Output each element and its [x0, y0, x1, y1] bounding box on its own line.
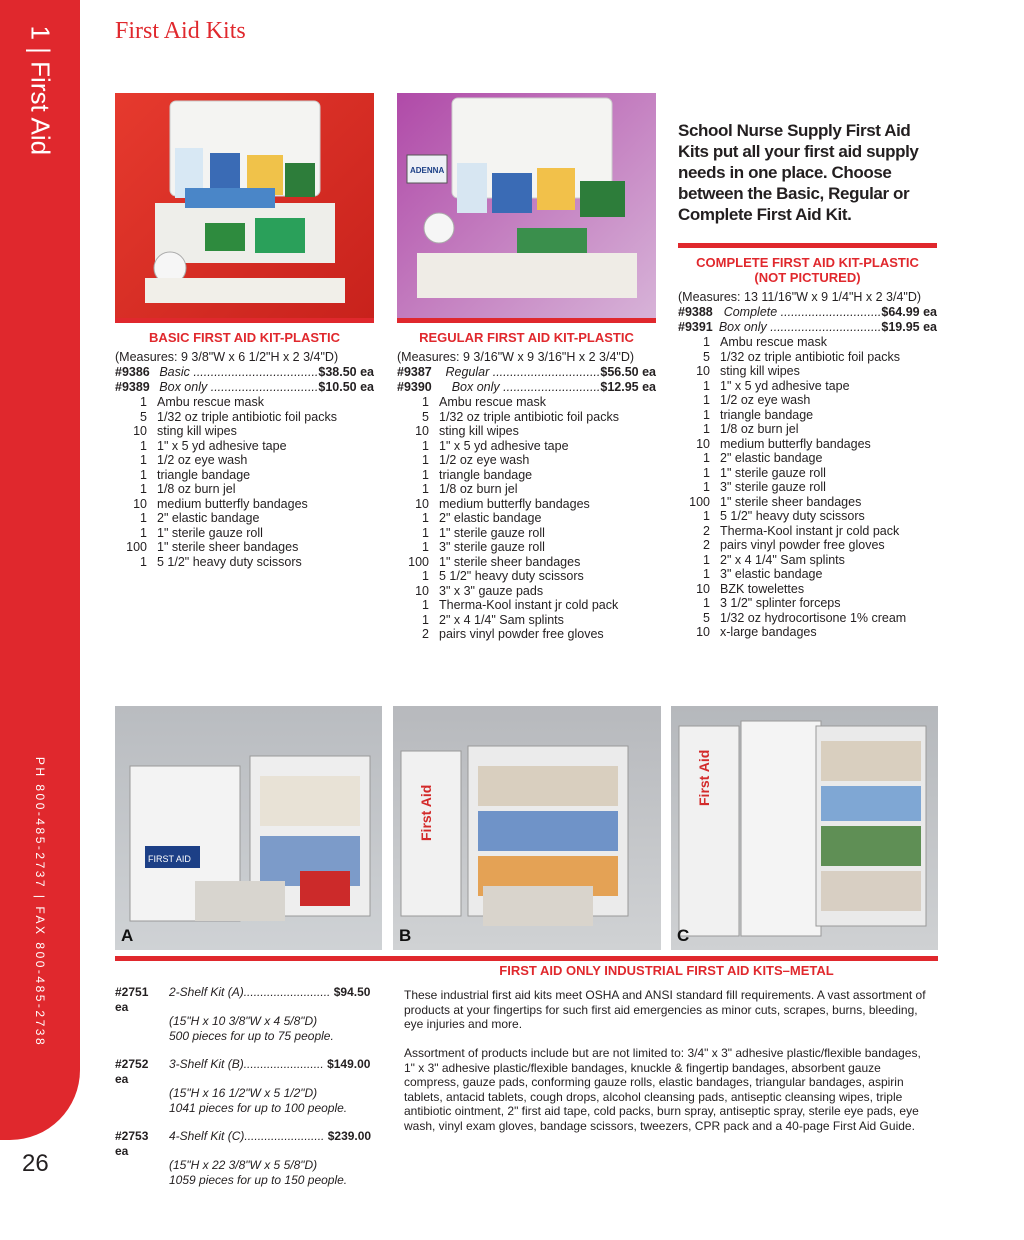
- kit-content-item: [678, 335, 937, 350]
- kit-content-item: [115, 511, 374, 526]
- item-text: Therma-Kool instant jr cold pack: [439, 598, 619, 612]
- item-text: Ambu rescue mask: [720, 335, 827, 349]
- item-text: 3" sterile gauze roll: [439, 540, 545, 554]
- kit-content-item: [397, 424, 656, 439]
- item-text: 2" x 4 1/4" Sam splints: [439, 612, 564, 627]
- sku: #9390: [397, 380, 432, 394]
- item-text: pairs vinyl powder free gloves: [720, 538, 885, 552]
- price: $94.50 ea: [115, 985, 371, 1014]
- section-label: 1 | First Aid: [25, 25, 56, 156]
- quantity: 1: [703, 509, 710, 523]
- quantity: 10: [696, 364, 710, 378]
- price: $10.50 ea: [318, 380, 374, 394]
- basic-kit-section: [115, 330, 374, 569]
- contact-line: PH 800-485-2737 | FAX 800-485-2738: [33, 756, 47, 1048]
- item-text: 2" elastic bandage: [157, 511, 260, 525]
- kit-content-item: [397, 453, 656, 468]
- item-text: 1" x 5 yd adhesive tape: [157, 438, 287, 453]
- kit-content-item: [397, 584, 656, 599]
- item-text: 5 1/2" heavy duty scissors: [157, 554, 302, 569]
- price: $64.99 ea: [881, 305, 937, 319]
- metal-kit-list: [115, 985, 385, 1201]
- item-text: triangle bandage: [720, 407, 814, 422]
- kit-description: 1041 pieces for up to 100 people.: [169, 1100, 348, 1115]
- page-title: First Aid Kits: [115, 18, 246, 44]
- quantity: 1: [422, 467, 429, 482]
- quantity: 1: [703, 567, 710, 581]
- price: $239.00 ea: [115, 1129, 372, 1158]
- kit-content-item: [678, 408, 937, 423]
- price: $19.95 ea: [881, 320, 937, 334]
- kit-content-item: [397, 598, 656, 613]
- kit-content-item: [397, 410, 656, 425]
- item-text: 3 1/2" splinter forceps: [720, 596, 841, 610]
- kit-content-item: [678, 379, 937, 394]
- product-name: 4-Shelf Kit (C)........................: [169, 1129, 325, 1143]
- product-title: REGULAR FIRST AID KIT-PLASTIC: [419, 330, 634, 345]
- metal-kit-entry: [115, 1057, 385, 1115]
- item-text: 1/32 oz triple antibiotic foil packs: [720, 349, 900, 364]
- kit-content-item: [678, 393, 937, 408]
- kit-content-item: [678, 538, 937, 553]
- kit-content-item: [397, 526, 656, 541]
- item-text: 1" sterile gauze roll: [720, 465, 826, 480]
- kit-content-item: [678, 582, 937, 597]
- quantity: 1: [422, 482, 429, 496]
- kit-content-item: [678, 451, 937, 466]
- regular-kit-section: [397, 330, 656, 642]
- product-name: Complete .............................: [723, 305, 882, 319]
- svg-text:ADENNA: ADENNA: [410, 166, 445, 175]
- kit-content-item: [678, 350, 937, 365]
- product-row: [397, 380, 656, 395]
- sku: #9388: [678, 305, 713, 319]
- sku: #9391: [678, 320, 713, 334]
- quantity: 10: [415, 583, 429, 598]
- item-text: 2" elastic bandage: [439, 511, 542, 525]
- kit-content-item: [115, 410, 374, 425]
- quantity: 10: [696, 625, 710, 639]
- quantity: 2: [703, 538, 710, 552]
- kit-content-item: [115, 468, 374, 483]
- metal-kits-contents: Assortment of products include but are not limited to: 3/4" x 3" adhesive plastic/flexible bandages, 1" x 3" adhesive plastic/flexible bandages, knuckle & fingertip bandages, absorbent gauze compress, gauze pads, conforming gauze rolls, elastic bandages, triangular bandages, aspirin tablets, antacid tablets, cough drops, alcohol cleansing pads, antiseptic cleansing wipes, triple antibiotic ointment, 2" first aid tape, cold packs, burn spray, antiseptic spray, sterile eye pads, eye wash, vinyl exam gloves, bandage scissors, tweezers, CPR pack and a 40-page First Aid Guide.: [404, 1046, 921, 1133]
- kit-content-item: [397, 555, 656, 570]
- intro-text: School Nurse Supply First Aid Kits put all your first aid supply needs in one place. Choose between the Basic, Regular or Complete First Aid Kit.: [678, 121, 919, 224]
- item-text: 3" sterile gauze roll: [720, 480, 826, 494]
- item-text: 1" sterile sheer bandages: [439, 554, 581, 569]
- divider: [115, 956, 938, 961]
- product-name: Box only ................................: [718, 320, 882, 334]
- item-text: 1/32 oz triple antibiotic foil packs: [157, 409, 337, 424]
- metal-kit-photo-b: [393, 706, 661, 950]
- kit-content-item: [678, 567, 937, 582]
- product-name: Box only ............................: [451, 380, 601, 394]
- kit-content-item: [397, 569, 656, 584]
- quantity: 1: [703, 465, 710, 480]
- quantity: 10: [696, 581, 710, 596]
- kit-content-item: [115, 482, 374, 497]
- kit-content-item: [397, 468, 656, 483]
- kit-size: (15"H x 22 3/8"W x 5 5/8"D): [169, 1158, 318, 1172]
- kit-content-item: [678, 495, 937, 510]
- metal-kits-title: FIRST AID ONLY INDUSTRIAL FIRST AID KITS–METAL: [499, 963, 834, 978]
- item-text: 2" elastic bandage: [720, 451, 823, 465]
- quantity: 1: [703, 378, 710, 393]
- quantity: 1: [703, 393, 710, 407]
- basic-kit-photo: [115, 93, 374, 318]
- sku: #2751: [115, 985, 149, 999]
- kit-content-item: [678, 625, 937, 640]
- sku: #9387: [397, 365, 432, 379]
- item-text: 1" sterile sheer bandages: [720, 494, 862, 509]
- quantity: 1: [422, 438, 429, 453]
- product-name: 2-Shelf Kit (A)..........................: [169, 985, 331, 999]
- price: $12.95 ea: [600, 380, 656, 394]
- photo-label: C: [677, 926, 690, 945]
- kit-description: 1059 pieces for up to 150 people.: [169, 1172, 348, 1187]
- product-row: [115, 380, 374, 395]
- item-text: triangle bandage: [157, 467, 251, 482]
- kit-content-item: [678, 422, 937, 437]
- metal-kit-entry: [115, 985, 385, 1043]
- kit-content-item: [678, 596, 937, 611]
- item-text: 1" sterile gauze roll: [157, 525, 263, 540]
- product-title: BASIC FIRST AID KIT-PLASTIC: [149, 330, 340, 345]
- photo-label: A: [121, 926, 134, 945]
- quantity: 1: [140, 438, 147, 453]
- price: $56.50 ea: [600, 365, 656, 379]
- product-row: [678, 320, 937, 335]
- item-text: medium butterfly bandages: [439, 496, 590, 511]
- item-text: 1" sterile gauze roll: [439, 525, 545, 540]
- svg-text:First Aid: First Aid: [696, 749, 712, 806]
- item-text: BZK towelettes: [720, 581, 805, 596]
- quantity: 10: [133, 424, 147, 438]
- kit-content-item: [115, 395, 374, 410]
- product-name: Basic ....................................: [159, 365, 319, 379]
- quantity: 1: [140, 453, 147, 467]
- product-name: 3-Shelf Kit (B)........................: [169, 1057, 324, 1071]
- page-number: 26: [22, 1150, 49, 1177]
- metal-kit-photo-a: [115, 706, 382, 950]
- product-title: COMPLETE FIRST AID KIT-PLASTIC (NOT PICTURED): [696, 255, 919, 285]
- item-text: Ambu rescue mask: [439, 395, 546, 409]
- measurements: (Measures: 9 3/16"W x 9 3/16"H x 2 3/4"D): [397, 350, 635, 364]
- kit-content-item: [115, 497, 374, 512]
- item-text: 1/8 oz burn jel: [157, 482, 236, 496]
- quantity: 100: [126, 540, 147, 554]
- measurements: (Measures: 9 3/8"W x 6 1/2"H x 2 3/4"D): [115, 350, 339, 364]
- quantity: 1: [422, 569, 429, 583]
- quantity: 1: [422, 612, 429, 627]
- sku: #2752: [115, 1057, 149, 1071]
- kit-content-item: [678, 611, 937, 626]
- item-text: sting kill wipes: [720, 364, 800, 378]
- kit-content-item: [115, 439, 374, 454]
- quantity: 100: [689, 494, 710, 509]
- item-text: x-large bandages: [720, 625, 817, 639]
- quantity: 2: [703, 523, 710, 538]
- kit-content-item: [678, 509, 937, 524]
- quantity: 1: [703, 407, 710, 422]
- quantity: 1: [140, 395, 147, 409]
- quantity: 5: [703, 349, 710, 364]
- metal-kit-photo-c: [671, 706, 938, 950]
- divider: [397, 318, 656, 323]
- photo-label: B: [399, 926, 412, 945]
- price: $38.50 ea: [318, 365, 374, 379]
- svg-text:FIRST AID: FIRST AID: [148, 854, 191, 864]
- kit-content-item: [678, 437, 937, 452]
- kit-size: (15"H x 16 1/2"W x 5 1/2"D): [169, 1086, 318, 1100]
- item-text: 1" x 5 yd adhesive tape: [439, 438, 569, 453]
- kit-content-item: [397, 395, 656, 410]
- quantity: 1: [140, 525, 147, 540]
- item-text: sting kill wipes: [157, 424, 237, 438]
- quantity: 1: [703, 335, 710, 349]
- metal-kit-entry: [115, 1129, 385, 1187]
- item-text: Ambu rescue mask: [157, 395, 264, 409]
- product-name: Box only ...............................: [159, 380, 319, 394]
- quantity: 1: [422, 395, 429, 409]
- item-text: 1/32 oz triple antibiotic foil packs: [439, 409, 619, 424]
- product-row: [115, 365, 374, 380]
- item-text: 1/2 oz eye wash: [439, 453, 530, 467]
- quantity: 1: [703, 480, 710, 494]
- kit-content-item: [397, 439, 656, 454]
- quantity: 1: [703, 596, 710, 610]
- quantity: 10: [133, 496, 147, 511]
- item-text: pairs vinyl powder free gloves: [439, 627, 604, 641]
- item-text: 5 1/2" heavy duty scissors: [439, 569, 584, 583]
- quantity: 10: [415, 496, 429, 511]
- item-text: Therma-Kool instant jr cold pack: [720, 523, 900, 538]
- kit-content-item: [678, 364, 937, 379]
- svg-text:First Aid: First Aid: [418, 784, 434, 841]
- item-text: 1/8 oz burn jel: [720, 422, 799, 436]
- item-text: 1/2 oz eye wash: [720, 393, 811, 407]
- regular-kit-photo: [397, 93, 656, 318]
- quantity: 1: [140, 511, 147, 525]
- item-text: 1/8 oz burn jel: [439, 482, 518, 496]
- kit-content-item: [115, 424, 374, 439]
- quantity: 1: [422, 598, 429, 612]
- complete-kit-section: [678, 255, 937, 640]
- quantity: 1: [422, 453, 429, 467]
- sku: #9386: [115, 365, 150, 379]
- quantity: 100: [408, 554, 429, 569]
- product-name: Regular ...............................: [445, 365, 601, 379]
- metal-kits-description: These industrial first aid kits meet OSHA and ANSI standard fill requirements. A vast assortment of products at your fingertips for such first aid emergencies as minor cuts, scrapes, burns, bleeding, eye injuries and more.: [404, 988, 926, 1031]
- kit-description: 500 pieces for up to 75 people.: [169, 1028, 334, 1043]
- quantity: 1: [140, 554, 147, 569]
- item-text: 2" x 4 1/4" Sam splints: [720, 552, 845, 567]
- sku: #9389: [115, 380, 150, 394]
- quantity: 1: [422, 511, 429, 525]
- kit-content-item: [678, 466, 937, 481]
- quantity: 1: [703, 422, 710, 436]
- quantity: 1: [422, 525, 429, 540]
- kit-content-item: [115, 540, 374, 555]
- item-text: 3" elastic bandage: [720, 567, 823, 581]
- item-text: 1" x 5 yd adhesive tape: [720, 378, 850, 393]
- kit-content-item: [678, 480, 937, 495]
- quantity: 1: [140, 482, 147, 496]
- quantity: 2: [422, 627, 429, 641]
- product-row: [678, 305, 937, 320]
- item-text: 1/32 oz hydrocortisone 1% cream: [720, 610, 907, 625]
- item-text: 1" sterile sheer bandages: [157, 540, 299, 554]
- price: $149.00 ea: [115, 1057, 371, 1086]
- product-row: [397, 365, 656, 380]
- item-text: medium butterfly bandages: [157, 496, 308, 511]
- kit-size: (15"H x 10 3/8"W x 4 5/8"D): [169, 1014, 318, 1028]
- kit-content-item: [115, 453, 374, 468]
- kit-content-item: [397, 482, 656, 497]
- divider: [678, 243, 937, 248]
- quantity: 5: [140, 409, 147, 424]
- item-text: 1/2 oz eye wash: [157, 453, 248, 467]
- kit-content-item: [397, 511, 656, 526]
- sku: #2753: [115, 1129, 149, 1143]
- kit-content-item: [115, 555, 374, 570]
- quantity: 10: [696, 436, 710, 451]
- quantity: 1: [140, 467, 147, 482]
- kit-content-item: [397, 540, 656, 555]
- kit-content-item: [678, 524, 937, 539]
- item-text: 3" x 3" gauze pads: [439, 583, 544, 598]
- kit-content-item: [397, 613, 656, 628]
- kit-content-item: [397, 627, 656, 642]
- divider: [115, 318, 374, 323]
- kit-content-item: [678, 553, 937, 568]
- kit-content-item: [397, 497, 656, 512]
- quantity: 10: [415, 424, 429, 438]
- item-text: medium butterfly bandages: [720, 436, 871, 451]
- item-text: triangle bandage: [439, 467, 533, 482]
- item-text: 5 1/2" heavy duty scissors: [720, 509, 865, 523]
- item-text: sting kill wipes: [439, 424, 519, 438]
- quantity: 1: [422, 540, 429, 554]
- quantity: 5: [422, 409, 429, 424]
- quantity: 1: [703, 552, 710, 567]
- quantity: 1: [703, 451, 710, 465]
- kit-content-item: [115, 526, 374, 541]
- measurements: (Measures: 13 11/16"W x 9 1/4"H x 2 3/4"D): [678, 290, 922, 304]
- quantity: 5: [703, 610, 710, 625]
